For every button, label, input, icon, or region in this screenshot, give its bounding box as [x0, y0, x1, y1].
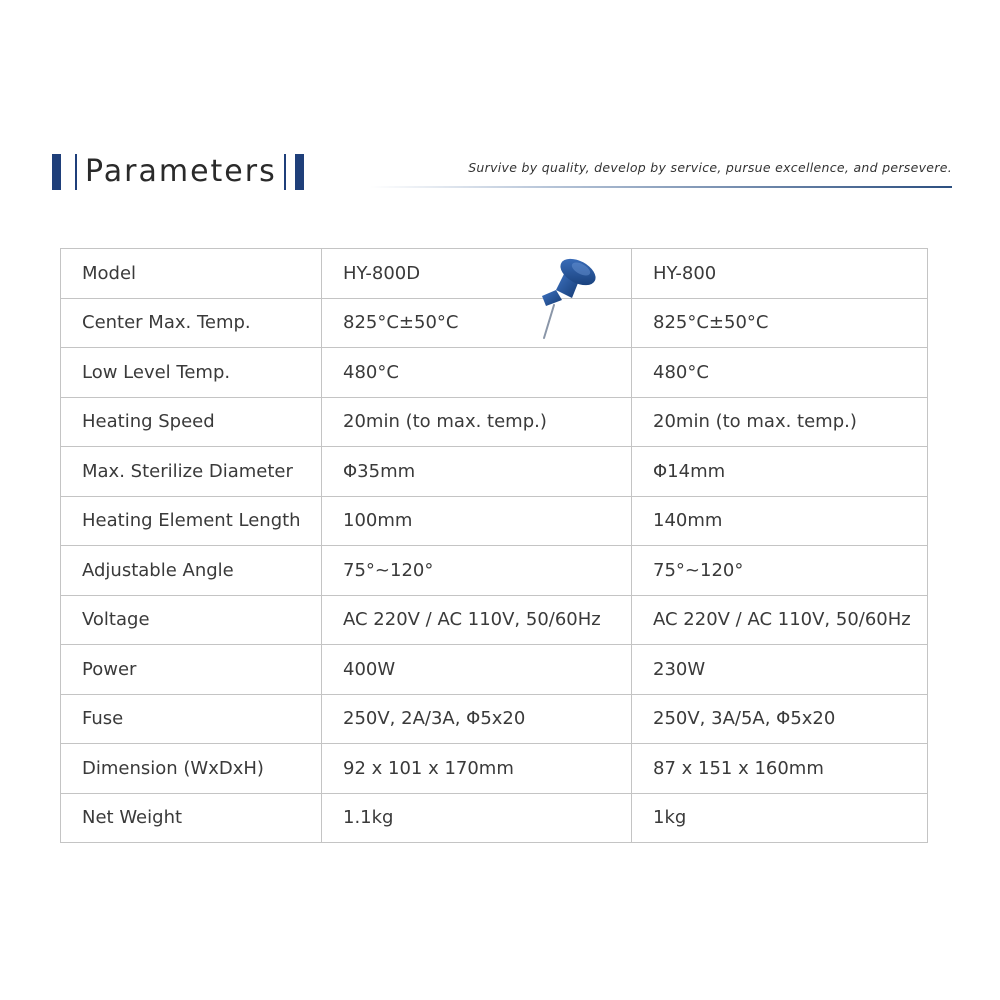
parameter-label: Fuse	[61, 694, 322, 744]
hy-800d-value: 100mm	[322, 496, 632, 546]
slogan-text: Survive by quality, develop by service, pursue excellence, and persevere.	[468, 160, 952, 175]
hy-800-value: Φ14mm	[632, 447, 928, 497]
header-accent-bar	[52, 154, 61, 190]
hy-800d-value: 20min (to max. temp.)	[322, 397, 632, 447]
section-header	[52, 150, 952, 195]
table-row	[61, 397, 928, 447]
table-row	[61, 249, 928, 299]
header-accent-line	[284, 154, 286, 190]
hy-800d-value: HY-800D	[322, 249, 632, 299]
parameter-label: Power	[61, 645, 322, 695]
parameter-label: Adjustable Angle	[61, 546, 322, 596]
slogan-underline	[370, 186, 952, 188]
hy-800d-value: AC 220V / AC 110V, 50/60Hz	[322, 595, 632, 645]
table-row	[61, 298, 928, 348]
table-row	[61, 348, 928, 398]
parameter-label: Low Level Temp.	[61, 348, 322, 398]
parameter-label: Net Weight	[61, 793, 322, 843]
hy-800d-value: 75°~120°	[322, 546, 632, 596]
parameter-label: Center Max. Temp.	[61, 298, 322, 348]
page-title: Parameters	[85, 154, 277, 189]
table-row	[61, 447, 928, 497]
hy-800-value: 825°C±50°C	[632, 298, 928, 348]
hy-800-value: 480°C	[632, 348, 928, 398]
table-row	[61, 546, 928, 596]
pushpin-icon	[532, 250, 602, 342]
parameter-label: Voltage	[61, 595, 322, 645]
table-row	[61, 793, 928, 843]
parameter-label: Heating Element Length	[61, 496, 322, 546]
parameters-table	[60, 248, 928, 843]
table-row	[61, 694, 928, 744]
table-row	[61, 496, 928, 546]
hy-800d-value: Φ35mm	[322, 447, 632, 497]
parameter-label: Dimension (WxDxH)	[61, 744, 322, 794]
header-accent-bar	[295, 154, 304, 190]
hy-800-value: 140mm	[632, 496, 928, 546]
hy-800-value: HY-800	[632, 249, 928, 299]
hy-800d-value: 250V, 2A/3A, Φ5x20	[322, 694, 632, 744]
hy-800d-value: 92 x 101 x 170mm	[322, 744, 632, 794]
hy-800-value: 20min (to max. temp.)	[632, 397, 928, 447]
hy-800d-value: 480°C	[322, 348, 632, 398]
parameter-label: Max. Sterilize Diameter	[61, 447, 322, 497]
hy-800-value: 75°~120°	[632, 546, 928, 596]
hy-800d-value: 1.1kg	[322, 793, 632, 843]
table-row	[61, 595, 928, 645]
hy-800-value: 1kg	[632, 793, 928, 843]
table-row	[61, 645, 928, 695]
hy-800-value: 230W	[632, 645, 928, 695]
hy-800d-value: 825°C±50°C	[322, 298, 632, 348]
hy-800-value: 250V, 3A/5A, Φ5x20	[632, 694, 928, 744]
table-row	[61, 744, 928, 794]
parameters-table-body	[61, 249, 928, 843]
parameter-label: Heating Speed	[61, 397, 322, 447]
header-accent-line	[75, 154, 77, 190]
hy-800-value: 87 x 151 x 160mm	[632, 744, 928, 794]
parameter-label: Model	[61, 249, 322, 299]
hy-800d-value: 400W	[322, 645, 632, 695]
hy-800-value: AC 220V / AC 110V, 50/60Hz	[632, 595, 928, 645]
